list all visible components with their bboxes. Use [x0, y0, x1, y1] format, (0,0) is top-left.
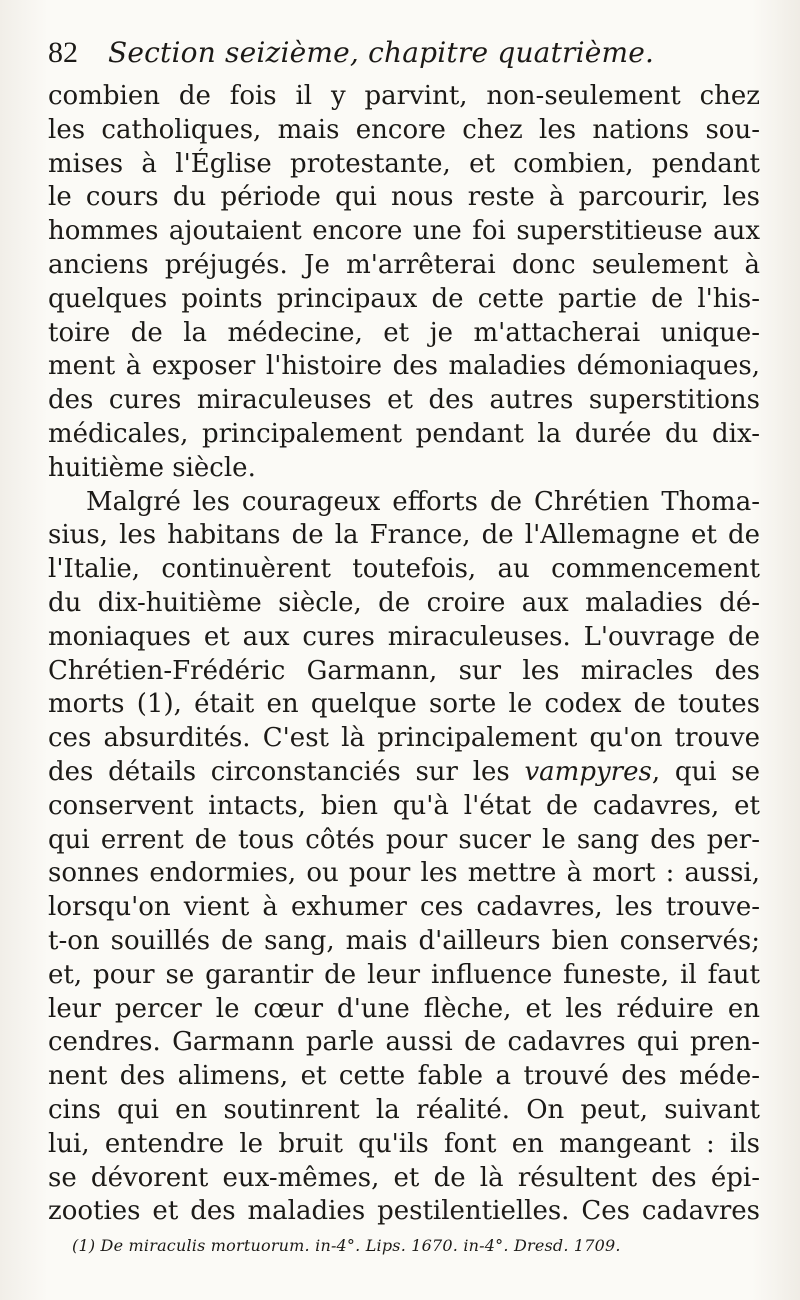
text-line: t-on souillés de sang, mais d'ailleurs bien conservés;	[48, 925, 760, 956]
paragraph-2	[48, 486, 760, 1230]
paragraph-1	[48, 80, 760, 486]
text-line: cendres. Garmann parle aussi de cadavres qui pren-	[48, 1027, 760, 1058]
text-line: quelques points principaux de cette partie de l'his-	[48, 283, 760, 314]
text-line: toire de la médecine, et je m'attacherai unique-	[48, 317, 760, 348]
text-line: lui, entendre le bruit qu'ils font en mangeant : ils	[48, 1128, 760, 1159]
text-line: mises à l'Église protestante, et combien, pendant	[48, 148, 760, 179]
text-line: Malgré les courageux efforts de Chrétien Thoma-	[86, 486, 760, 517]
line-text-before: des détails circonstanciés sur les	[48, 756, 525, 787]
text-line: morts (1), était en quelque sorte le codex de toutes	[48, 689, 760, 720]
text-line: l'Italie, continuèrent toutefois, au commencement	[48, 554, 760, 585]
text-line: se dévorent eux-mêmes, et de là résultent des épi-	[48, 1162, 760, 1193]
text-line: sonnes endormies, ou pour les mettre à mort : aussi,	[48, 858, 760, 889]
italic-term: vampyres	[524, 756, 652, 787]
line-text-after: , qui se	[651, 756, 760, 787]
text-line: des cures miraculeuses et des autres superstitions	[48, 385, 760, 416]
text-line: leur percer le cœur d'une flèche, et les réduire en	[48, 993, 760, 1024]
text-line: hommes ajoutaient encore une foi superstitieuse aux	[48, 216, 760, 247]
text-line: médicales, principalement pendant la durée du dix-	[48, 418, 760, 449]
text-line: ces absurdités. C'est là principalement qu'on trouve	[48, 723, 760, 754]
running-title: Section seizième, chapitre quatrième.	[108, 36, 655, 69]
text-line: du dix-huitième siècle, de croire aux maladies dé-	[48, 587, 760, 618]
text-line: anciens préjugés. Je m'arrêterai donc seulement à	[48, 249, 760, 280]
text-line: zooties et des maladies pestilentielles. Ces cadavres	[48, 1196, 760, 1227]
text-line: les catholiques, mais encore chez les nations sou-	[48, 114, 760, 145]
text-line: combien de fois il y parvint, non-seulement chez	[48, 81, 760, 111]
text-line: ment à exposer l'histoire des maladies démoniaques,	[48, 351, 760, 382]
text-line: cins qui en soutinrent la réalité. On peut, suivant	[48, 1094, 760, 1125]
text-line: qui errent de tous côtés pour sucer le sang des per-	[48, 824, 760, 855]
text-line: Chrétien-Frédéric Garmann, sur les miracles des	[48, 655, 760, 686]
text-line: le cours du période qui nous reste à parcourir, les	[48, 182, 760, 213]
text-line: lorsqu'on vient à exhumer ces cadavres, les trouve-	[48, 892, 760, 923]
page-header	[48, 36, 758, 84]
footnote: (1) De miraculis mortuorum. in-4°. Lips. 1670. in-4°. Dresd. 1709.	[72, 1236, 621, 1255]
body-text	[48, 80, 760, 1229]
page-number: 82	[48, 36, 78, 69]
text-line: et, pour se garantir de leur influence funeste, il faut	[48, 959, 760, 990]
text-line: nent des alimens, et cette fable a trouvé des méde-	[48, 1061, 760, 1092]
text-line: huitième siècle.	[48, 452, 256, 483]
text-line-with-italic	[48, 756, 760, 790]
text-line: sius, les habitans de la France, de l'Allemagne et de	[48, 520, 760, 551]
text-line: moniaques et aux cures miraculeuses. L'ouvrage de	[48, 621, 760, 652]
text-line: conservent intacts, bien qu'à l'état de cadavres, et	[48, 790, 760, 821]
